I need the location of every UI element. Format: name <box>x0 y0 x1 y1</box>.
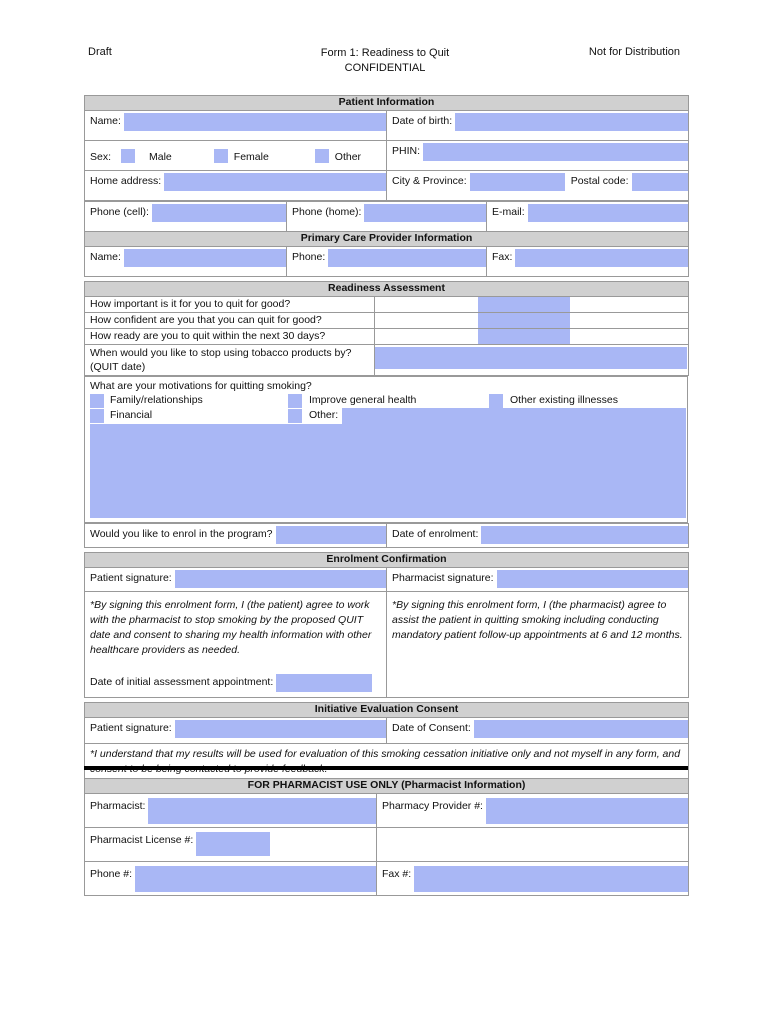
enrolment-confirmation-heading: Enrolment Confirmation <box>85 553 689 568</box>
female-checkbox[interactable] <box>214 149 228 163</box>
postal-field[interactable] <box>632 173 689 191</box>
consent-patient-sig-label: Patient signature: <box>90 722 172 734</box>
address-label: Home address: <box>90 175 162 187</box>
pcp-name-field[interactable] <box>124 249 286 267</box>
postal-label: Postal code: <box>570 175 629 187</box>
patient-signature-field[interactable] <box>175 570 386 588</box>
patient-agreement-text: *By signing this enrolment form, I (the patient) agree to work with the pharmacist to stop smoking by the proposed QUIT date and consent to sharing my health information with other healthcare providers as needed. <box>90 599 372 656</box>
readiness-heading: Readiness Assessment <box>85 282 689 297</box>
other-sex-label: Other <box>334 151 362 163</box>
pcp-name-label: Name: <box>90 251 121 263</box>
q-important: How important is it for you to quit for good? <box>85 297 375 313</box>
confidential-label: CONFIDENTIAL <box>344 62 426 74</box>
other-sex-checkbox[interactable] <box>315 149 329 163</box>
sex-label: Sex: <box>90 151 112 163</box>
q-ready: How ready are you to quit within the next 30 days? <box>85 329 375 345</box>
distribution-label: Not for Distribution <box>588 46 680 58</box>
pharmacist-phone-field[interactable] <box>135 866 376 892</box>
consent-date-field[interactable] <box>474 720 688 738</box>
motivation-notes-field[interactable] <box>90 424 686 518</box>
female-label: Female <box>233 151 269 163</box>
dob-label: Date of birth: <box>392 115 453 127</box>
enrol-date-label: Date of enrolment: <box>392 528 479 540</box>
draft-label: Draft <box>88 46 112 58</box>
pharmacist-fax-field[interactable] <box>414 866 688 892</box>
male-checkbox[interactable] <box>121 149 135 163</box>
q-confident: How confident are you that you can quit for good? <box>85 313 375 329</box>
family-checkbox[interactable] <box>90 394 104 408</box>
confidence-field[interactable] <box>478 313 570 328</box>
email-label: E-mail: <box>492 206 525 218</box>
health-label: Improve general health <box>309 394 417 406</box>
pharmacist-name-label: Pharmacist: <box>90 800 146 812</box>
pcp-fax-field[interactable] <box>515 249 688 267</box>
illness-checkbox[interactable] <box>489 394 503 408</box>
motivations-label: What are your motivations for quitting smoking? <box>90 380 312 392</box>
readiness-field[interactable] <box>478 329 570 344</box>
illness-label: Other existing illnesses <box>510 394 618 406</box>
pcp-phone-field[interactable] <box>328 249 486 267</box>
pharm-sig-label: Pharmacist signature: <box>392 572 494 584</box>
quit-date-label: (QUIT date) <box>90 361 146 373</box>
initial-date-label: Date of initial assessment appointment: <box>90 675 274 688</box>
pharmacist-name-field[interactable] <box>148 798 376 824</box>
cell-phone-field[interactable] <box>152 204 286 222</box>
enrol-question: Would you like to enrol in the program? <box>90 528 273 540</box>
city-label: City & Province: <box>392 175 467 187</box>
provider-label: Pharmacy Provider #: <box>382 800 483 812</box>
pharmacist-signature-field[interactable] <box>497 570 688 588</box>
city-field[interactable] <box>470 173 565 191</box>
provider-number-field[interactable] <box>486 798 688 824</box>
patient-section <box>84 95 688 780</box>
section-divider <box>84 766 688 770</box>
importance-field[interactable] <box>478 297 570 312</box>
name-label: Name: <box>90 115 121 127</box>
phin-label: PHIN: <box>392 145 421 157</box>
patient-info-heading: Patient Information <box>85 96 689 111</box>
family-label: Family/relationships <box>110 394 203 406</box>
male-label: Male <box>149 151 172 163</box>
other-motivation-label: Other: <box>309 409 339 421</box>
cell-label: Phone (cell): <box>90 206 149 218</box>
patient-sig-label: Patient signature: <box>90 572 172 584</box>
pcp-heading: Primary Care Provider Information <box>85 232 689 247</box>
phin-field[interactable] <box>423 143 688 161</box>
license-field[interactable] <box>196 832 270 856</box>
address-field[interactable] <box>164 173 386 191</box>
form-title: Form 1: Readiness to Quit <box>320 47 450 59</box>
pcp-fax-label: Fax: <box>492 251 513 263</box>
enrol-field[interactable] <box>276 526 387 544</box>
license-label: Pharmacist License #: <box>90 834 194 846</box>
initial-assessment-date-field[interactable] <box>276 674 372 692</box>
pcp-phone-label: Phone: <box>292 251 326 263</box>
financial-checkbox[interactable] <box>90 409 104 423</box>
q-quit-date <box>85 345 375 376</box>
pharmacist-phone-label: Phone #: <box>90 868 133 880</box>
patient-name-field[interactable] <box>124 113 386 131</box>
enrol-date-field[interactable] <box>481 526 688 544</box>
pharmacist-section <box>84 778 688 896</box>
dob-field[interactable] <box>455 113 688 131</box>
health-checkbox[interactable] <box>288 394 302 408</box>
pharmacist-agreement-text: *By signing this enrolment form, I (the pharmacist) agree to assist the patient in quitting smoking including conducting mandatory patient follow-up appointments at 6 and 12 months. <box>392 599 683 641</box>
consent-heading: Initiative Evaluation Consent <box>85 703 689 718</box>
other-motivation-field[interactable] <box>342 408 686 424</box>
motivation-options <box>90 393 682 423</box>
consent-signature-field[interactable] <box>175 720 386 738</box>
email-field[interactable] <box>528 204 688 222</box>
quit-date-field[interactable] <box>375 347 687 369</box>
quit-question: When would you like to stop using tobacco products by? <box>90 347 352 359</box>
pharmacist-heading: FOR PHARMACIST USE ONLY (Pharmacist Information) <box>85 779 689 794</box>
consent-date-label: Date of Consent: <box>392 722 471 734</box>
home-phone-label: Phone (home): <box>292 206 362 218</box>
home-phone-field[interactable] <box>364 204 486 222</box>
pharmacist-fax-label: Fax #: <box>382 868 412 880</box>
other-motivation-checkbox[interactable] <box>288 409 302 423</box>
consent-note: *I understand that my results will be used for evaluation of this smoking cessation initiative only and not myself in any form, and <box>90 748 681 760</box>
financial-label: Financial <box>110 409 153 421</box>
